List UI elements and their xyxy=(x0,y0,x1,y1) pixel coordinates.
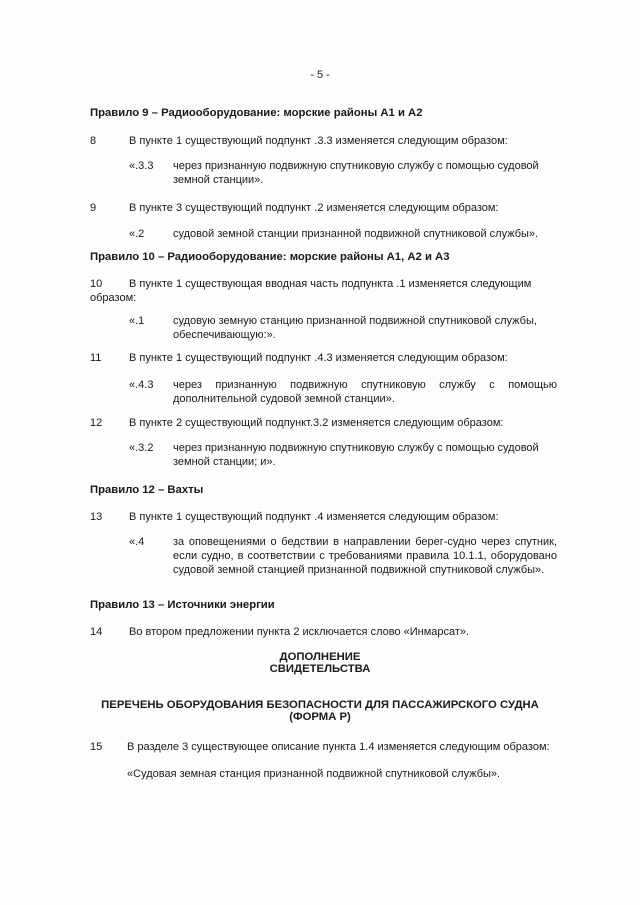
paragraph-number-11: 11 xyxy=(90,352,102,364)
page-number: - 5 - xyxy=(310,69,330,81)
rule10-heading: Правило 10 – Радиооборудование: морские районы А1, А2 и А3 xyxy=(90,251,450,263)
paragraph-10 xyxy=(90,277,556,305)
quote-3-3-text: через признанную подвижную спутниковую службу с помощью судовой земной станции». xyxy=(173,160,539,186)
paragraph-14-text: Во втором предложении пункта 2 исключается слово «Инмарсат». xyxy=(129,626,470,638)
appendix-title: ДОПОЛНЕНИЕ xyxy=(279,651,361,663)
quote-number-3-3: «.3.3 xyxy=(129,160,154,172)
quote-4-text: за оповещениями о бедствии в направлении берег-судно через спутник, если судно, в соответствии с требованиями правила 10.1.1, оборудовано судовой земной станцией признанной подвижной спутниковой службы». xyxy=(173,536,557,576)
quote-4-3-text: через признанную подвижную спутниковую службу с помощью дополнительной судовой земной станции». xyxy=(173,379,557,405)
paragraph-number-13: 13 xyxy=(90,511,103,523)
paragraph-15-text: В разделе 3 существующее описание пункта 1.4 изменяется следующим образом: xyxy=(127,741,550,753)
equipment-list-title: ПЕРЕЧЕНЬ ОБОРУДОВАНИЯ БЕЗОПАСНОСТИ ДЛЯ ПАССАЖИРСКОГО СУДНА xyxy=(101,699,539,711)
quote-ship-earth-station: «Судовая земная станция признанной подвижной спутниковой службы». xyxy=(127,768,501,780)
paragraph-13-text: В пункте 1 существующий подпункт .4 изменяется следующим образом: xyxy=(129,511,499,523)
form-p-title: (ФОРМА Р) xyxy=(289,711,351,723)
quote-number-1: «.1 xyxy=(129,315,145,327)
quote-number-4: «.4 xyxy=(129,536,145,548)
rule9-heading: Правило 9 – Радиооборудование: морские районы А1 и А2 xyxy=(90,107,423,119)
rule12-heading: Правило 12 – Вахты xyxy=(90,484,204,496)
paragraph-12-text: В пункте 2 существующий подпункт.3.2 изменяется следующим образом: xyxy=(129,417,504,429)
certificates-title: СВИДЕТЕЛЬСТВА xyxy=(269,663,371,675)
paragraph-10-text: В пункте 1 существующая вводная часть подпункта .1 изменяется следующим образом: xyxy=(90,278,532,304)
paragraph-number-12: 12 xyxy=(90,417,103,429)
paragraph-number-10: 10 xyxy=(90,278,103,290)
rule13-heading: Правило 13 – Источники энергии xyxy=(90,599,275,611)
quote-2-text: судовой земной станции признанной подвижной спутниковой службы». xyxy=(173,228,539,240)
paragraph-9-text: В пункте 3 существующий подпункт .2 изменяется следующим образом: xyxy=(129,202,499,214)
quote-3-2-text: через признанную подвижную спутниковую службу с помощью судовой земной станции; и». xyxy=(173,442,539,468)
paragraph-11-text: В пункте 1 существующий подпункт .4.3 изменяется следующим образом: xyxy=(129,352,508,364)
paragraph-number-15: 15 xyxy=(90,741,103,753)
paragraph-number-8: 8 xyxy=(90,135,97,147)
quote-number-3-2: «.3.2 xyxy=(129,442,154,454)
quote-1-text: судовую земную станцию признанной подвижной спутниковой службы, обеспечивающую:». xyxy=(173,315,537,341)
paragraph-8-text: В пункте 1 существующий подпункт .3.3 изменяется следующим образом: xyxy=(129,135,508,147)
quote-number-2: «.2 xyxy=(129,228,145,240)
quote-number-4-3: «.4.3 xyxy=(129,379,154,391)
paragraph-number-14: 14 xyxy=(90,626,103,638)
paragraph-number-9: 9 xyxy=(90,202,97,214)
